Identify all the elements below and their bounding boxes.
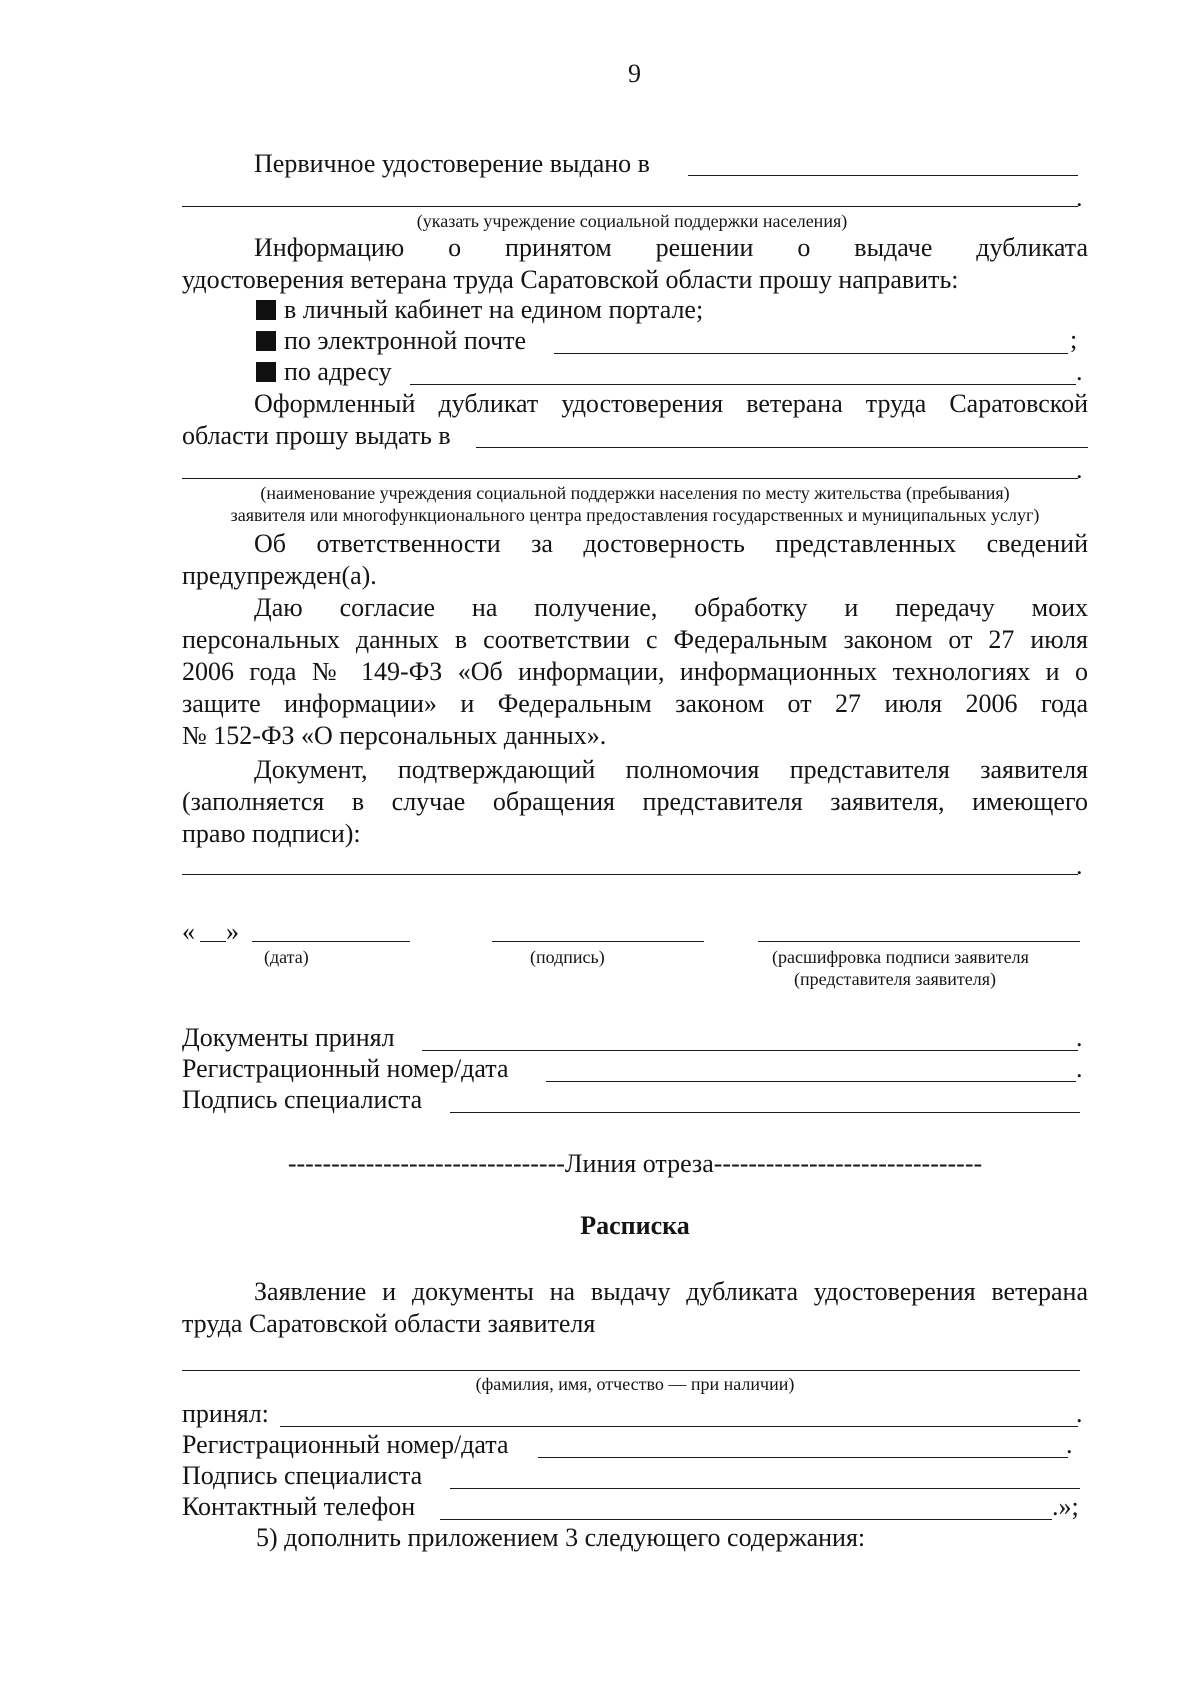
receipt-title: Расписка: [580, 1211, 690, 1240]
reg-number-2-period: .: [1066, 1430, 1073, 1459]
info-line-1: Информацию о принятом решении о выдаче дубликата: [254, 233, 1088, 262]
accepted-line[interactable]: [280, 1426, 1078, 1427]
reg-number-2-line[interactable]: [538, 1457, 1068, 1458]
page-number: 9: [628, 59, 641, 88]
doc-line[interactable]: [182, 874, 1078, 875]
checkbox-checked-icon[interactable]: [256, 300, 276, 320]
reg-number-line[interactable]: [546, 1081, 1076, 1082]
option-cabinet-label: в личный кабинет на едином портале;: [284, 295, 704, 324]
receipt-line-2: труда Саратовской области заявителя: [182, 1309, 596, 1338]
date-quote-close: »: [226, 917, 239, 946]
institution-caption: (указать учреждение социальной поддержки населения): [416, 211, 848, 231]
decrypt-caption-2: (представителя заявителя): [794, 969, 996, 989]
consent-line-3: 2006 года № 149-ФЗ «Об информации, информационных технологиях и о: [182, 657, 1088, 686]
supplement-text: 5) дополнить приложением 3 следующего содержания:: [256, 1523, 866, 1552]
fio-line[interactable]: [182, 1370, 1080, 1371]
primary-issued-label: Первичное удостоверение выдано в: [254, 149, 650, 178]
consent-line-1: Даю согласие на получение, обработку и передачу моих: [254, 593, 1088, 622]
accepted-label: принял:: [182, 1399, 269, 1428]
option-email-label: по электронной почте: [284, 326, 527, 355]
checkbox-checked-icon[interactable]: [256, 331, 276, 351]
date-quote-open: «: [182, 917, 195, 946]
docs-accepted-label: Документы принял: [182, 1023, 395, 1052]
contact-phone-end: .»;: [1052, 1492, 1079, 1521]
primary-issued-line[interactable]: [688, 175, 1078, 176]
doc-period: .: [1076, 851, 1083, 880]
option-email[interactable]: [256, 325, 526, 357]
doc-line-2: (заполняется в случае обращения представителя заявителя, имеющего: [182, 787, 1088, 816]
specialist-sig-label: Подпись специалиста: [182, 1085, 423, 1114]
date-line[interactable]: [252, 941, 410, 942]
docs-accepted-period: .: [1076, 1023, 1083, 1052]
doc-line-1: Документ, подтверждающий полномочия представителя заявителя: [254, 755, 1088, 784]
docs-accepted-line[interactable]: [422, 1050, 1078, 1051]
email-line[interactable]: [554, 353, 1068, 354]
responsibility-line-1: Об ответственности за достоверность представленных сведений: [254, 529, 1088, 558]
issued-line[interactable]: [476, 447, 1088, 448]
issued-line-1: Оформленный дубликат удостоверения ветерана труда Саратовской: [254, 389, 1088, 418]
decrypt-caption-1: (расшифровка подписи заявителя: [772, 947, 1029, 967]
option-address-label: по адресу: [284, 357, 392, 386]
responsibility-line-2: предупрежден(а).: [182, 561, 377, 590]
center-line[interactable]: [182, 478, 1078, 479]
reg-number-2-label: Регистрационный номер/дата: [182, 1430, 509, 1459]
signature-caption: (подпись): [530, 947, 605, 967]
date-day-line[interactable]: [200, 941, 226, 942]
fio-caption: (фамилия, имя, отчество — при наличии): [475, 1374, 795, 1394]
specialist-sig-2-label: Подпись специалиста: [182, 1461, 423, 1490]
decrypt-line[interactable]: [758, 941, 1080, 942]
issued-line-2: области прошу выдать в: [182, 421, 451, 450]
center-period: .: [1076, 455, 1083, 484]
specialist-sig-2-line[interactable]: [450, 1488, 1080, 1489]
accepted-period: .: [1076, 1399, 1083, 1428]
address-line[interactable]: [410, 384, 1076, 385]
institution-period: .: [1076, 183, 1083, 212]
option-cabinet[interactable]: [256, 294, 703, 326]
center-caption-1: (наименование учреждения социальной поддержки населения по месту жительства (пребывания): [260, 483, 1010, 503]
address-period: .: [1076, 357, 1083, 386]
checkbox-checked-icon[interactable]: [256, 362, 276, 382]
info-line-2: удостоверения ветерана труда Саратовской области прошу направить:: [182, 265, 959, 294]
email-semicolon: ;: [1070, 325, 1078, 354]
reg-number-label: Регистрационный номер/дата: [182, 1054, 509, 1083]
consent-line-4: защите информации» и Федеральным законом от 27 июля 2006 года: [182, 689, 1088, 718]
contact-phone-line[interactable]: [440, 1519, 1052, 1520]
cut-line: --------------------------------Линия отреза-------------------------------: [287, 1149, 983, 1178]
date-caption: (дата): [264, 947, 309, 967]
specialist-sig-line[interactable]: [450, 1112, 1080, 1113]
center-caption-2: заявителя или многофункционального центра предоставления государственных и муниципальных услуг): [230, 505, 1040, 525]
consent-line-5: № 152-ФЗ «О персональных данных».: [182, 721, 607, 750]
consent-line-2: персональных данных в соответствии с Федеральным законом от 27 июля: [182, 625, 1088, 654]
contact-phone-label: Контактный телефон: [182, 1492, 416, 1521]
doc-line-3: право подписи):: [182, 819, 361, 848]
option-address[interactable]: [256, 356, 392, 388]
institution-line[interactable]: [182, 206, 1078, 207]
receipt-line-1: Заявление и документы на выдачу дубликата удостоверения ветерана: [254, 1277, 1088, 1306]
signature-line[interactable]: [492, 941, 704, 942]
reg-number-period: .: [1076, 1054, 1083, 1083]
